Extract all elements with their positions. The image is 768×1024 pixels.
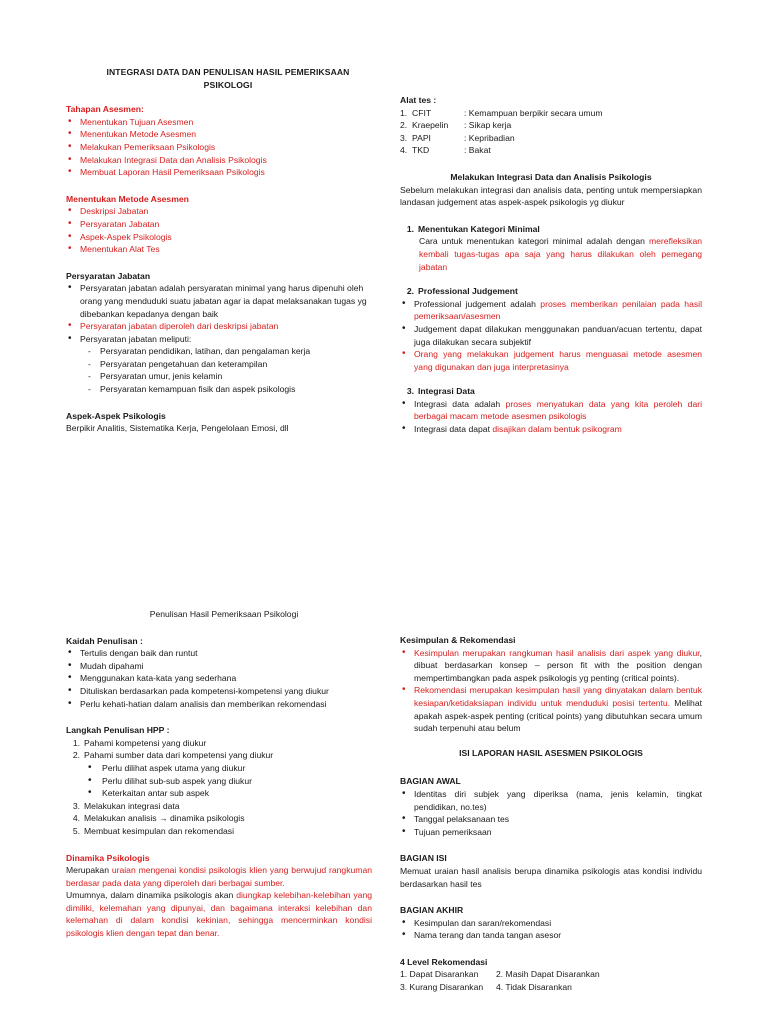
page2-title: Penulisan Hasil Pemeriksaan Psikologi xyxy=(149,609,299,619)
item-text: Pahami kompetensi yang diukur xyxy=(84,737,207,748)
list-item: • Tanggal pelaksanaan tes xyxy=(400,813,702,826)
level-row xyxy=(400,968,702,981)
tahapan-heading: Tahapan Asesmen: xyxy=(66,104,144,115)
level-item: 4. Tidak Disarankan xyxy=(496,982,572,993)
text-highlight: Kesimpulan merupakan rangkuman hasil analisis dari aspek yang diukur xyxy=(414,647,700,658)
alat-tes-table xyxy=(400,107,702,157)
row-key: Kraepelin xyxy=(412,120,449,131)
row-value: : Sikap kerja xyxy=(464,120,512,131)
row-value: : Kepribadian xyxy=(464,132,515,143)
list-item xyxy=(66,812,372,825)
sub-list-item: - Persyaratan pendidikan, latihan, dan pengalaman kerja xyxy=(66,345,372,358)
item-text: Melakukan integrasi data xyxy=(84,800,180,811)
kesimpulan-heading: Kesimpulan & Rekomendasi xyxy=(400,635,516,645)
section-number: 3. xyxy=(406,386,414,397)
row-key: CFIT xyxy=(412,107,432,118)
page1-left-column xyxy=(66,66,372,435)
table-row xyxy=(400,144,702,157)
level-item: 1. Dapat Disarankan xyxy=(400,969,479,980)
persyaratan-heading: Persyaratan Jabatan xyxy=(66,270,151,281)
list-item: • Tujuan pemeriksaan xyxy=(400,826,702,839)
row-key: TKD xyxy=(412,145,430,156)
list-item xyxy=(400,298,702,323)
text-highlight: proses memberikan penilaian pada hasil pemeriksaan/asesmen xyxy=(414,298,702,322)
list-item: • Tertulis dengan baik dan runtut xyxy=(66,647,372,660)
list-item: • Melakukan Integrasi Data dan Analisis Psikologis xyxy=(66,154,372,167)
list-item xyxy=(400,423,702,436)
section-heading xyxy=(400,385,702,398)
langkah-list xyxy=(66,737,372,838)
text-plain: Professional judgement adalah xyxy=(414,298,541,309)
integrasi-heading: Melakukan Integrasi Data dan Analisis Psikologis xyxy=(450,171,652,182)
section-text xyxy=(400,235,702,273)
list-item xyxy=(400,684,702,734)
item-number: 5. xyxy=(72,825,80,836)
text-highlight: proses menyatukan data yang kita peroleh dari berbagai macam metode asesmen psikologis xyxy=(414,398,702,422)
text-plain: , dibuat berdasarkan konsep – person fit with the position dengan mempertimbangkan pada aspek psikologis yg penting (critical points). xyxy=(414,647,702,683)
list-item: • Aspek-Aspek Psikologis xyxy=(66,231,372,244)
text-highlight: diungkap kelebihan-kelebihan yang dimiliki, kelemahan yang dipunyai, dan bagaimana interaksi kelebihan dan kelemahan di dalam kondisi kekinian, sehingga mencerminkan kondisi psikologis klien dengan tepat dan benar. xyxy=(66,890,373,939)
list-item: • Deskripsi Jabatan xyxy=(66,205,372,218)
list-item: • Perlu kehati-hatian dalam analisis dan memberikan rekomendasi xyxy=(66,698,372,711)
text-plain: Integrasi data adalah xyxy=(414,398,506,409)
bagian-akhir-heading: BAGIAN AKHIR xyxy=(400,905,464,916)
table-row xyxy=(400,132,702,145)
row-number: 4. xyxy=(400,145,408,156)
integrasi-data-list xyxy=(400,398,702,436)
sub-list-item: - Persyaratan pengetahuan dan keterampilan xyxy=(66,358,372,371)
sub-list-item: - Persyaratan kemampuan fisik dan aspek psikologis xyxy=(66,383,372,396)
text-plain: Melihat apakah aspek-aspek penting (critical points) yang dibutuhkan secara umum sudah terpenuhi atau belum xyxy=(414,697,702,734)
section-title: Menentukan Kategori Minimal xyxy=(418,223,540,234)
isi-title: ISI LAPORAN HASIL ASESMEN PSIKOLOGIS xyxy=(459,747,643,758)
text-highlight: merefleksikan kembali tugas-tugas apa saja yang harus dilakukan oleh pemegang jabatan xyxy=(419,236,702,272)
list-item xyxy=(66,825,372,838)
item-number: 1. xyxy=(72,737,80,748)
bagian-awal-list xyxy=(400,788,702,838)
level-item: 3. Kurang Disarankan xyxy=(400,982,484,993)
page2-left-column xyxy=(66,608,372,940)
list-item: • Kesimpulan dan saran/rekomendasi xyxy=(400,917,702,930)
list-item: • Nama terang dan tanda tangan asesor xyxy=(400,929,702,942)
list-item: • Persyaratan Jabatan xyxy=(66,218,372,231)
dinamika-paragraph xyxy=(66,864,372,889)
row-number: 3. xyxy=(400,132,408,143)
list-item: • Menentukan Alat Tes xyxy=(66,243,372,256)
alat-tes-heading: Alat tes : xyxy=(400,95,437,105)
sub-list-item: • Keterkaitan antar sub aspek xyxy=(66,787,372,800)
list-item: • Melakukan Pemeriksaan Psikologis xyxy=(66,141,372,154)
list-item xyxy=(66,749,372,762)
page2-right-column xyxy=(400,634,702,994)
kaidah-heading: Kaidah Penulisan : xyxy=(66,635,143,646)
list-item: • Membuat Laporan Hasil Pemeriksaan Psikologis xyxy=(66,166,372,179)
item-number: 3. xyxy=(72,800,80,811)
list-item: • Orang yang melakukan judgement harus menguasai metode asesmen yang digunakan dan juga interpretasinya xyxy=(400,348,702,373)
item-text: Pahami sumber data dari kompetensi yang diukur xyxy=(84,750,274,761)
dinamika-heading: Dinamika Psikologis xyxy=(66,852,150,863)
table-row xyxy=(400,119,702,132)
row-number: 2. xyxy=(400,120,408,131)
persyaratan-list xyxy=(66,282,372,395)
row-value: : Bakat xyxy=(464,145,491,156)
row-value: : Kemampuan berpikir secara umum xyxy=(464,107,603,118)
text-highlight: uraian mengenai kondisi psikologis klien yang berwujud rangkuman berdasar pada data yang diperoleh dari berbagai sumber. xyxy=(66,865,372,888)
section-number: 2. xyxy=(406,286,414,297)
judgement-list xyxy=(400,298,702,374)
list-item: • Dituliskan berdasarkan pada kompetensi-kompetensi yang diukur xyxy=(66,685,372,698)
text-highlight: disajikan dalam bentuk psikogram xyxy=(492,424,622,435)
list-item xyxy=(400,647,702,685)
page1-right-column xyxy=(400,94,702,436)
sub-list-item: • Perlu dilihat sub-sub aspek yang diukur xyxy=(66,775,372,788)
section-heading xyxy=(400,223,702,236)
item-number: 2. xyxy=(72,750,80,761)
list-item: • Menentukan Metode Asesmen xyxy=(66,128,372,141)
bagian-awal-heading: BAGIAN AWAL xyxy=(400,776,461,787)
list-item: • Mudah dipahami xyxy=(66,660,372,673)
kesimpulan-list xyxy=(400,647,702,735)
list-item: • Judgement dapat dilakukan menggunakan panduan/acuan tertentu, dapat juga dilakukan secara subjektif xyxy=(400,323,702,348)
sub-list-item: • Perlu dilihat aspek utama yang diukur xyxy=(66,762,372,775)
section-heading xyxy=(400,285,702,298)
kaidah-list xyxy=(66,647,372,710)
list-item: • Persyaratan jabatan diperoleh dari deskripsi jabatan xyxy=(66,320,372,333)
metode-heading: Menentukan Metode Asesmen xyxy=(66,193,189,204)
text-plain: Umumnya, dalam dinamika psikologis akan xyxy=(66,890,237,901)
sub-list-item: - Persyaratan umur, jenis kelamin xyxy=(66,370,372,383)
list-item xyxy=(66,800,372,813)
aspek-heading: Aspek-Aspek Psikologis xyxy=(66,410,166,421)
row-key: PAPI xyxy=(412,132,431,143)
list-item xyxy=(66,737,372,750)
bagian-isi-text: Memuat uraian hasil analisis berupa dinamika psikologis atas kondisi individu berdasarkan hasil tes xyxy=(400,865,702,889)
list-item: • Menentukan Tujuan Asesmen xyxy=(66,116,372,129)
list-item: • Identitas diri subjek yang diperiksa (nama, jenis kelamin, tingkat pendidikan, no.tes) xyxy=(400,788,702,813)
text-plain: Cara untuk menentukan kategori minimal adalah dengan xyxy=(419,236,649,247)
tahapan-list xyxy=(66,116,372,179)
page1-title: INTEGRASI DATA DAN PENULISAN HASIL PEMERIKSAAN PSIKOLOGI xyxy=(106,67,350,90)
level-heading: 4 Level Rekomendasi xyxy=(400,956,488,967)
level-row xyxy=(400,981,702,994)
aspek-text: Berpikir Analitis, Sistematika Kerja, Pengelolaan Emosi, dll xyxy=(66,423,289,434)
section-title: Integrasi Data xyxy=(418,386,475,397)
table-row xyxy=(400,107,702,120)
metode-list xyxy=(66,205,372,255)
langkah-heading: Langkah Penulisan HPP : xyxy=(66,725,170,736)
list-item: • Persyaratan jabatan meliputi: xyxy=(66,333,372,346)
item-number: 4. xyxy=(72,813,80,824)
dinamika-paragraph xyxy=(66,889,372,939)
item-text: Membuat kesimpulan dan rekomendasi xyxy=(84,825,234,836)
row-number: 1. xyxy=(400,107,408,118)
list-item xyxy=(400,398,702,423)
text-plain: Integrasi data dapat xyxy=(414,424,493,435)
item-text: Melakukan analisis → dinamika psikologis xyxy=(84,813,245,824)
bagian-akhir-list xyxy=(400,917,702,942)
text-highlight: Rekomendasi merupakan kesimpulan hasil yang dinyatakan dalam bentuk kesiapan/ketidaksiapan individu untuk menduduki posisi tertentu. xyxy=(414,685,702,708)
level-item: 2. Masih Dapat Disarankan xyxy=(496,969,600,980)
list-item: • Persyaratan jabatan adalah persyaratan minimal yang harus dipenuhi oleh orang yang menduduki suatu jabatan agar ia dapat melaksanakan tugas yg dibebankan kepadanya dengan baik xyxy=(66,282,372,320)
bagian-isi-heading: BAGIAN ISI xyxy=(400,853,447,864)
list-item: • Menggunakan kata-kata yang sederhana xyxy=(66,672,372,685)
section-number: 1. xyxy=(406,223,414,234)
section-title: Professional Judgement xyxy=(418,286,518,297)
text-plain: Merupakan xyxy=(66,865,112,876)
integrasi-intro: Sebelum melakukan integrasi dan analisis data, penting untuk mempersiapkan landasan judgement atas aspek-aspek psikologis yg diukur xyxy=(400,184,702,208)
